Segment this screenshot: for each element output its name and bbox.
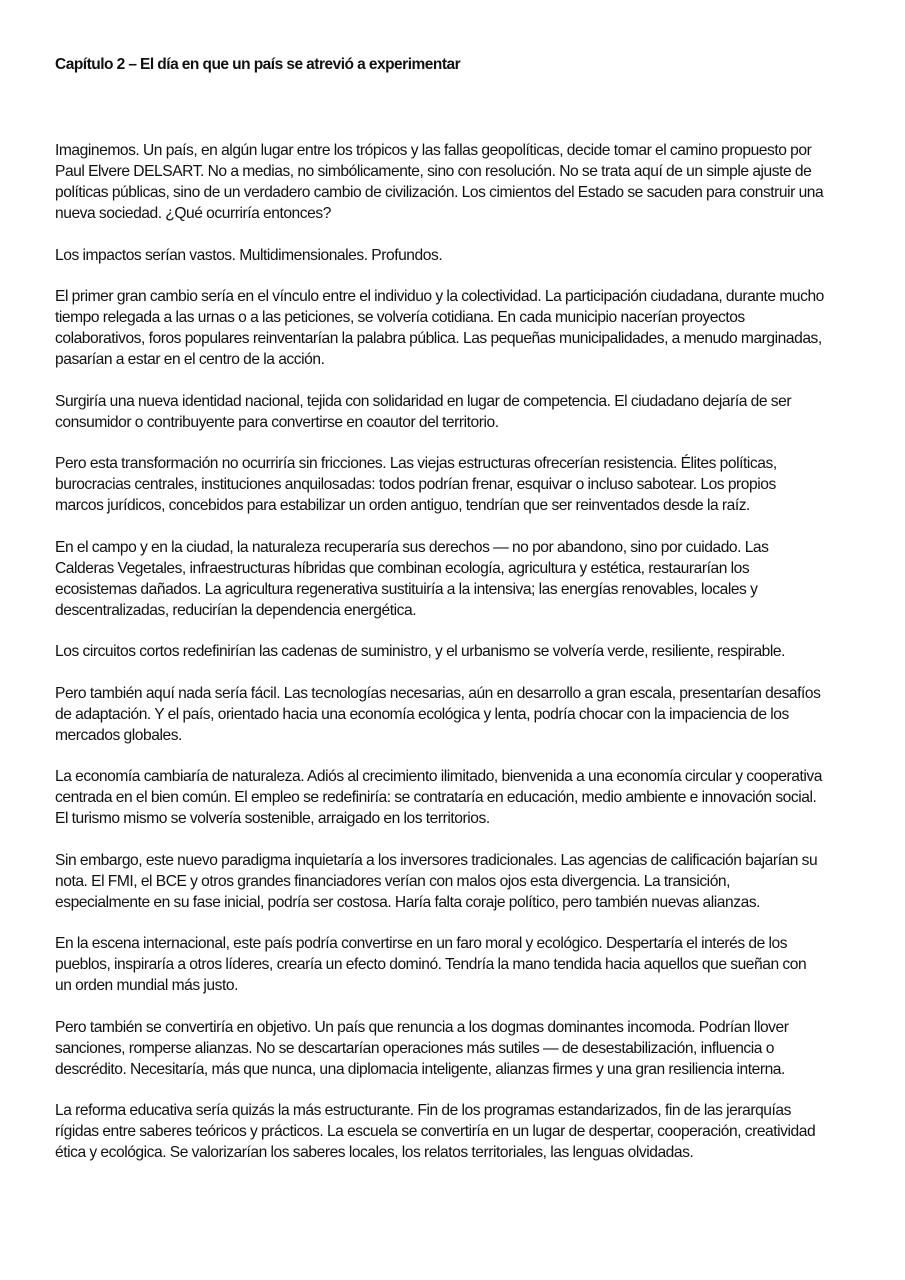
paragraph-line: Pero esta transformación no ocurriría sin fricciones. Las viejas estructuras ofrecerían resistencia. Élites políticas, — [55, 455, 777, 472]
paragraph-line: nueva sociedad. ¿Qué ocurriría entonces? — [55, 205, 331, 222]
paragraph-line: La economía cambiaría de naturaleza. Adiós al crecimiento ilimitado, bienvenida a una economía circular y cooperativa — [55, 768, 822, 785]
paragraph-line: La reforma educativa sería quizás la más estructurante. Fin de los programas estandarizados, fin de las jerarquías — [55, 1102, 791, 1119]
paragraph-line: Los circuitos cortos redefinirían las cadenas de suministro, y el urbanismo se volvería verde, resiliente, respirable. — [55, 643, 786, 660]
paragraph-line: En el campo y en la ciudad, la naturaleza recuperaría sus derechos — no por abandono, sino por cuidado. Las — [55, 538, 769, 556]
paragraph-line: tiempo relegada a las urnas o a las peticiones, se volvería cotidiana. En cada municipio nacerían proyectos — [55, 309, 745, 326]
paragraph — [55, 1017, 855, 1080]
paragraph — [55, 683, 855, 746]
paragraph-line: pueblos, inspiraría a otros líderes, crearía un efecto dominó. Tendría la mano tendida hacia aquellos que sueñan con — [55, 956, 807, 973]
paragraph-line: nota. El FMI, el BCE y otros grandes financiadores verían con malos ojos esta divergencia. La transición, — [55, 872, 731, 890]
paragraph-line: En la escena internacional, este país podría convertirse en un faro moral y ecológico. Despertaría el interés de los — [55, 935, 788, 952]
document-page — [55, 0, 855, 1280]
paragraph-line: El turismo mismo se volvería sostenible, arraigado en los territorios. — [55, 810, 490, 827]
document-body — [55, 140, 855, 1184]
paragraph-line: Paul Elvere DELSART. No a medias, no simbólicamente, sino con resolución. No se trata aquí de un simple ajuste de — [55, 163, 812, 180]
paragraph — [55, 1100, 855, 1163]
paragraph — [55, 537, 855, 621]
paragraph-line: pasarían a estar en el centro de la acción. — [55, 351, 325, 368]
paragraph — [55, 391, 855, 433]
paragraph-line: ecosistemas dañados. La agricultura regenerativa sustituiría a la intensiva; las energías renovables, locales y — [55, 580, 758, 598]
paragraph-line: consumidor o contribuyente para convertirse en coautor del territorio. — [55, 413, 499, 431]
paragraph-line: Los impactos serían vastos. Multidimensionales. Profundos. — [55, 246, 443, 264]
paragraph — [55, 286, 855, 370]
paragraph — [55, 453, 855, 516]
paragraph-line: descrédito. Necesitaría, más que nunca, una diplomacia inteligente, alianzas firmes y una gran resiliencia interna. — [55, 1060, 785, 1078]
paragraph-line: colaborativos, foros populares reinventarían la palabra pública. Las pequeñas municipalidades, a menudo marginadas, — [55, 330, 822, 347]
chapter-title: Capítulo 2 – El día en que un país se atrevió a experimentar — [55, 56, 461, 73]
paragraph-line: centrada en el bien común. El empleo se redefiniría: se contrataría en educación, medio ambiente e innovación social. — [55, 789, 817, 806]
paragraph-line: rígidas entre saberes teóricos y prácticos. La escuela se convertiría en un lugar de despertar, cooperación, creatividad — [55, 1123, 816, 1140]
paragraph-line: mercados globales. — [55, 726, 182, 744]
paragraph — [55, 641, 855, 662]
paragraph-line: Pero también aquí nada sería fácil. Las tecnologías necesarias, aún en desarrollo a gran escala, presentarían desafíos — [55, 684, 821, 702]
paragraph-line: Surgiría una nueva identidad nacional, tejida con solidaridad en lugar de competencia. El ciudadano dejaría de ser — [55, 392, 792, 410]
paragraph — [55, 140, 855, 224]
paragraph-line: marcos jurídicos, concebidos para estabilizar un orden antiguo, tendrían que ser reinventados desde la raíz. — [55, 497, 750, 514]
paragraph — [55, 245, 855, 266]
paragraph-line: de adaptación. Y el país, orientado hacia una economía ecológica y lenta, podría chocar con la impaciencia de los — [55, 705, 789, 723]
paragraph-line: Calderas Vegetales, infraestructuras híbridas que combinan ecología, agricultura y estética, restaurarían los — [55, 559, 750, 577]
paragraph — [55, 850, 855, 913]
paragraph-line: Pero también se convertiría en objetivo. Un país que renuncia a los dogmas dominantes incomoda. Podrían llover — [55, 1018, 789, 1036]
paragraph-line: ética y ecológica. Se valorizarían los saberes locales, los relatos territoriales, las lenguas olvidadas. — [55, 1144, 694, 1161]
paragraph-line: burocracias centrales, instituciones anquilosadas: todos podrían frenar, esquivar o incluso sabotear. Los propios — [55, 476, 776, 493]
paragraph-line: El primer gran cambio sería en el vínculo entre el individuo y la colectividad. La participación ciudadana, durante mucho — [55, 288, 824, 305]
paragraph-line: descentralizadas, reducirían la dependencia energética. — [55, 601, 417, 619]
paragraph — [55, 933, 855, 996]
paragraph-line: Imaginemos. Un país, en algún lugar entre los trópicos y las fallas geopolíticas, decide tomar el camino propuesto por — [55, 142, 812, 159]
paragraph-line: especialmente en su fase inicial, podría ser costosa. Haría falta coraje político, pero también nuevas alianzas. — [55, 893, 761, 911]
paragraph — [55, 766, 855, 829]
paragraph-line: Sin embargo, este nuevo paradigma inquietaría a los inversores tradicionales. Las agencias de calificación bajarían su — [55, 851, 818, 869]
paragraph-line: políticas públicas, sino de un verdadero cambio de civilización. Los cimientos del Estado se sacuden para construir una — [55, 184, 824, 201]
paragraph-line: un orden mundial más justo. — [55, 977, 238, 994]
paragraph-line: sanciones, romperse alianzas. No se descartarían operaciones más sutiles — de desestabilización, influencia o — [55, 1039, 774, 1057]
